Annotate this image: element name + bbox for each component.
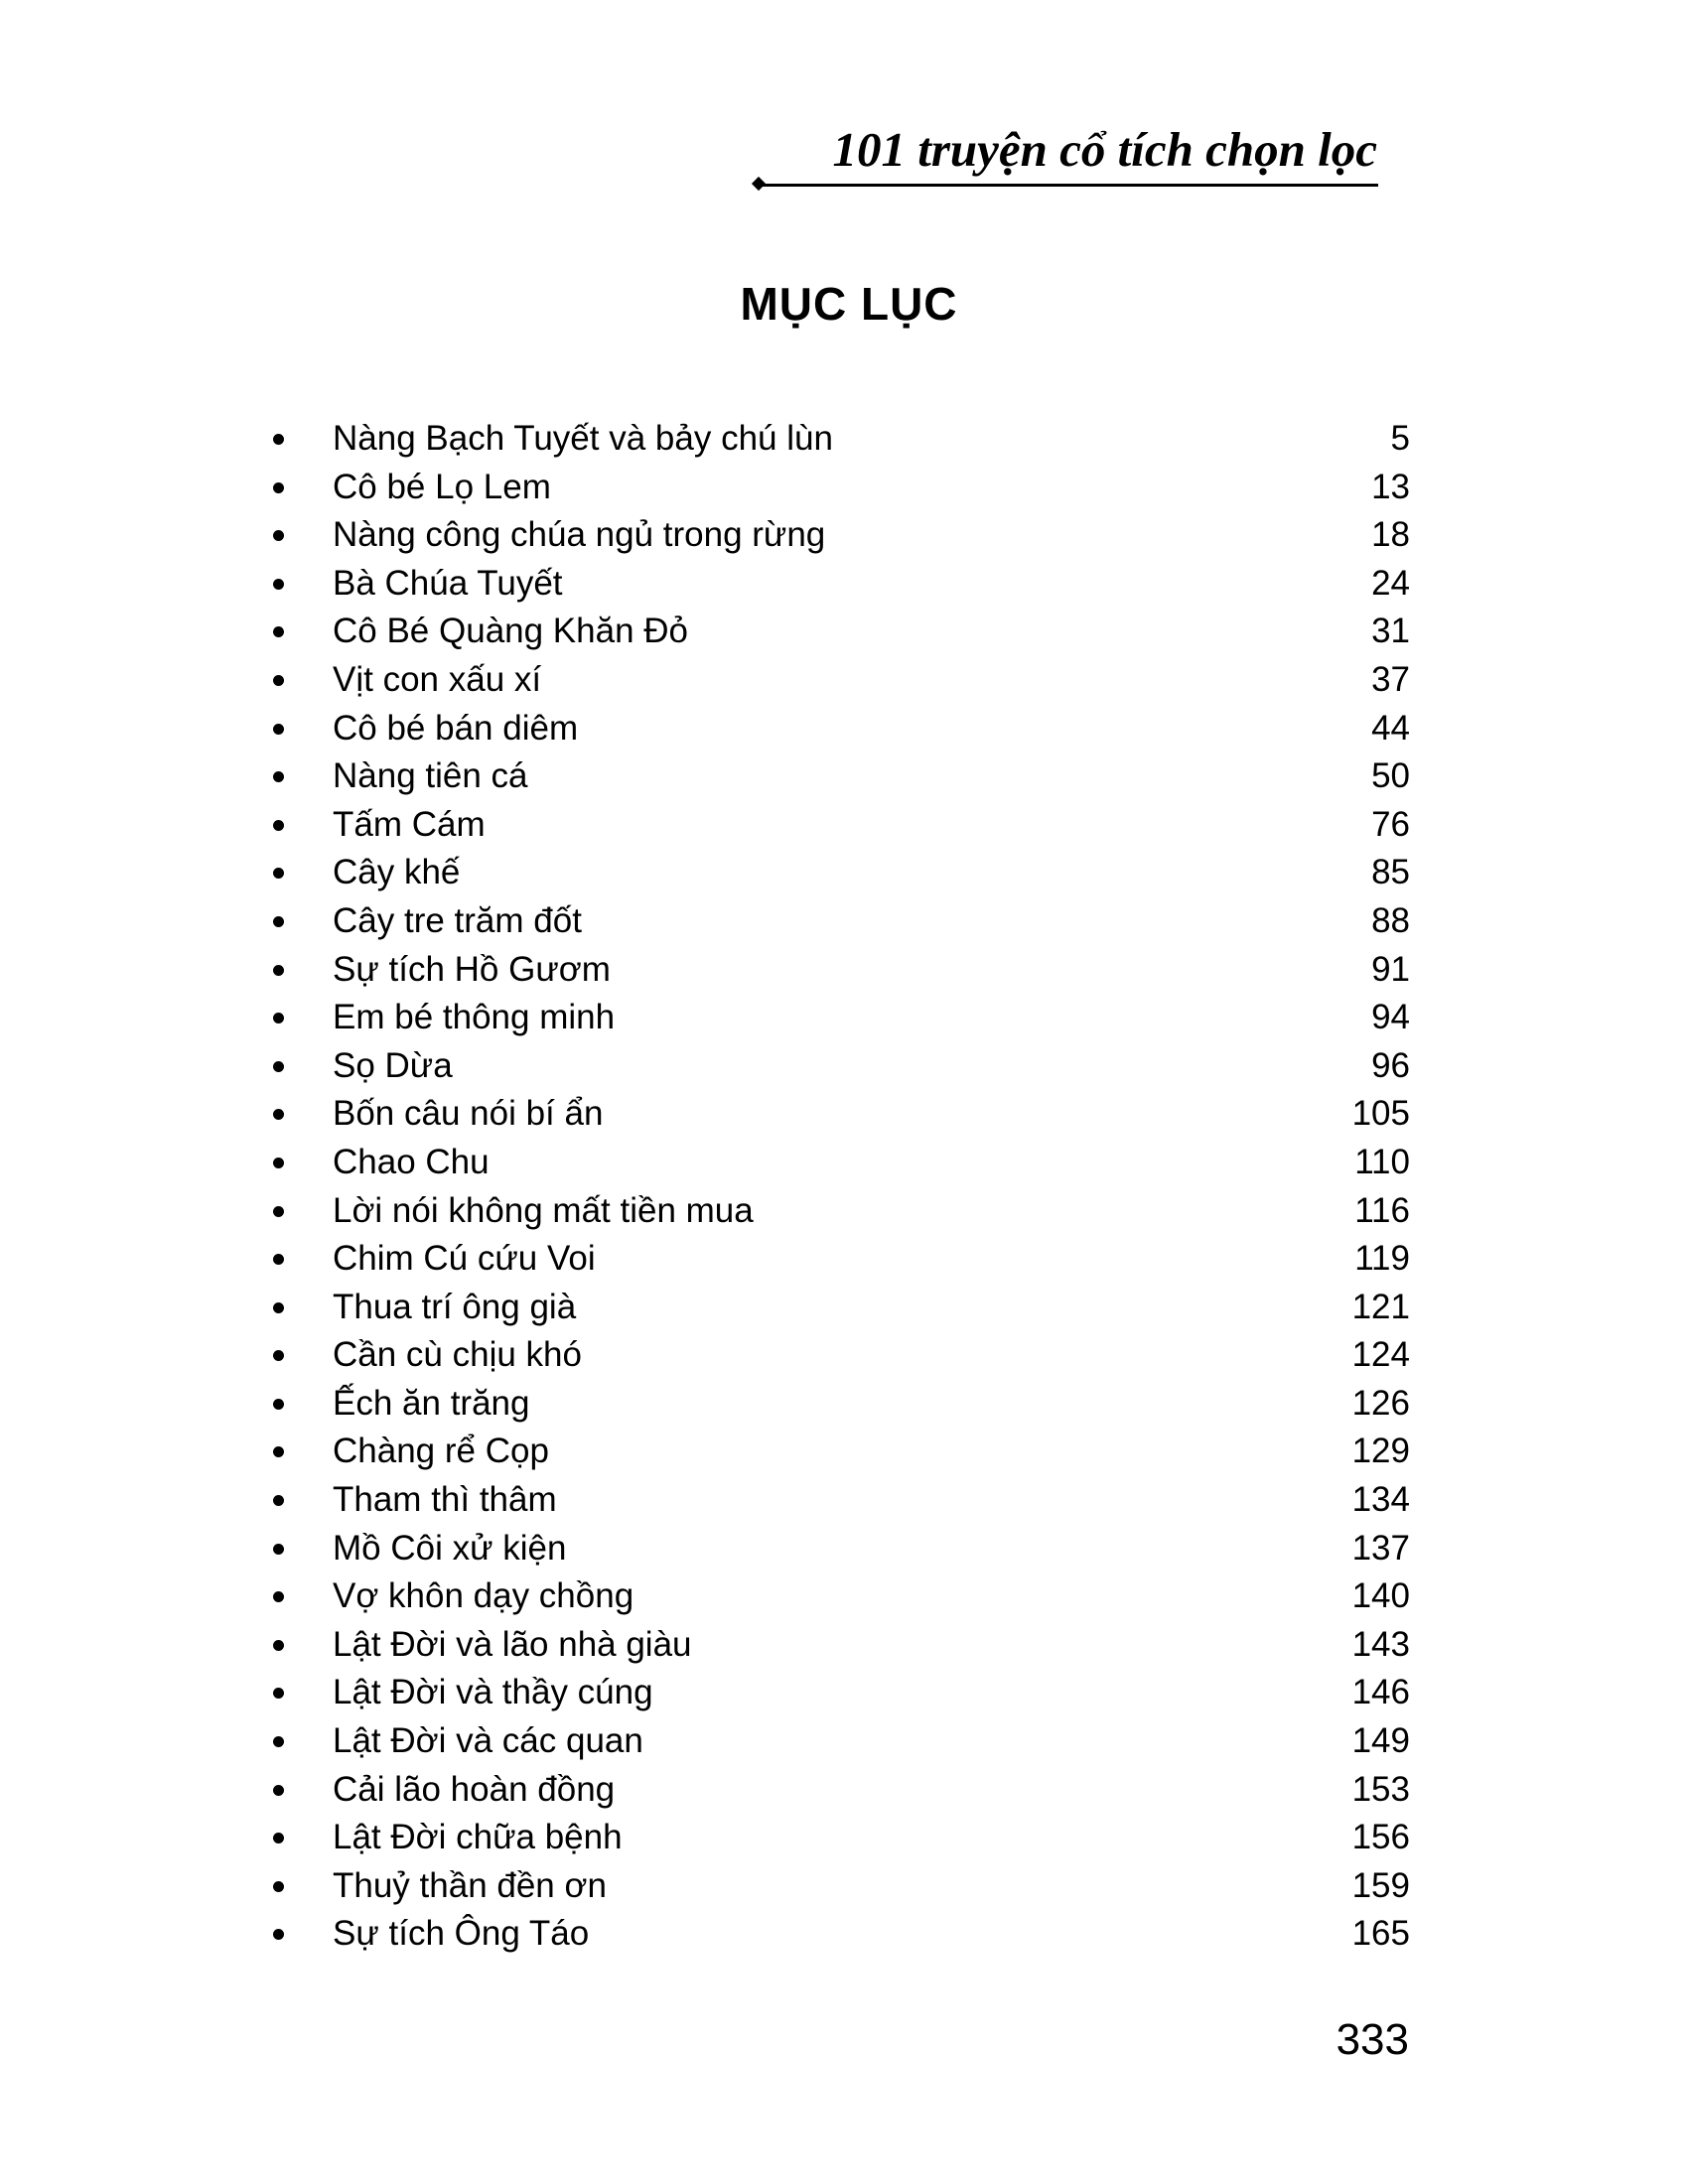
toc-entry [268,1476,1410,1525]
toc-entry-title: Cô bé Lọ Lem [333,467,551,506]
bullet-icon [273,530,284,541]
toc-entry [268,1428,1410,1476]
toc-entry [268,656,1410,705]
toc-entry-page: 129 [1351,1432,1410,1471]
bullet-icon [273,1206,284,1217]
toc-entry-page: 165 [1351,1914,1410,1954]
bullet-icon [273,1688,284,1699]
toc-entry [268,464,1410,512]
header-rule [761,184,1378,187]
toc-entry-page: 124 [1351,1335,1410,1375]
bullet-icon [273,1640,284,1651]
toc-entry [268,1331,1410,1380]
toc-entry-page: 44 [1371,708,1410,748]
toc-entry-title: Lật Đời chữa bệnh [333,1818,623,1857]
bullet-icon [273,482,284,493]
bullet-icon [273,1302,284,1313]
toc-entry [268,415,1410,464]
toc-entry-title: Thuỷ thần đền ơn [333,1865,607,1905]
toc-entry-title: Tấm Cám [333,804,486,844]
toc-entry-title: Nàng công chúa ngủ trong rừng [333,515,826,555]
toc-entry-title: Cần cù chịu khó [333,1335,582,1375]
toc-entry [268,1621,1410,1670]
bullet-icon [273,724,284,735]
bullet-icon [273,1544,284,1555]
bullet-icon [273,771,284,782]
bullet-icon [273,916,284,927]
toc-entry-page: 110 [1354,1142,1410,1181]
toc-entry [268,897,1410,946]
toc-entry-page: 119 [1354,1239,1410,1279]
toc-entry-page: 37 [1371,659,1410,699]
toc-entry [268,946,1410,995]
toc-entry-page: 13 [1371,467,1410,506]
toc-entry-page: 50 [1371,756,1410,796]
toc-entry [268,1284,1410,1332]
toc-entry-title: Cô bé bán diêm [333,708,579,748]
bullet-icon [273,1158,284,1168]
toc-entry-title: Sự tích Hồ Gươm [333,949,611,989]
toc-entry-page: 121 [1351,1287,1410,1326]
toc-entry-title: Nàng Bạch Tuyết và bảy chú lùn [333,419,833,458]
toc-entry-title: Em bé thông minh [333,998,616,1037]
toc-entry [268,705,1410,753]
bullet-icon [273,675,284,686]
toc-entry-page: 140 [1351,1576,1410,1616]
toc-entry-title: Cô Bé Quàng Khăn Đỏ [333,612,689,651]
bullet-icon [273,1833,284,1843]
running-header-title: 101 truyện cổ tích chọn lọc [832,122,1377,177]
toc-entry-page: 5 [1390,419,1410,458]
toc-entry [268,1862,1410,1911]
toc-entry-page: 146 [1351,1673,1410,1712]
toc-entry-page: 24 [1371,563,1410,603]
toc-entry-title: Vịt con xấu xí [333,659,542,699]
toc-entry [268,1572,1410,1621]
toc-entry [268,1090,1410,1139]
toc-entry-page: 137 [1351,1528,1410,1568]
toc-entry [268,1187,1410,1236]
toc-entry-page: 134 [1351,1480,1410,1520]
bullet-icon [273,1013,284,1024]
toc-entry-page: 31 [1371,612,1410,651]
toc-entry-page: 126 [1351,1383,1410,1423]
bullet-icon [273,1495,284,1506]
bullet-icon [273,1785,284,1796]
toc-entry-title: Chim Cú cứu Voi [333,1239,596,1279]
toc-entry-title: Bốn câu nói bí ẩn [333,1094,604,1134]
bullet-icon [273,1881,284,1892]
toc-entry-page: 18 [1371,515,1410,555]
bullet-icon [273,434,284,445]
toc-entry-page: 76 [1371,804,1410,844]
toc-entry-title: Lời nói không mất tiền mua [333,1190,754,1230]
toc-entry-title: Ếch ăn trăng [333,1383,530,1423]
toc-entry [268,849,1410,897]
bullet-icon [273,820,284,831]
toc-entry-title: Cây tre trăm đốt [333,900,582,940]
toc-entry-page: 116 [1354,1190,1410,1230]
toc-entry [268,1042,1410,1091]
toc-entry [268,1717,1410,1766]
toc-entry-title: Tham thì thâm [333,1480,557,1520]
toc-entry [268,1525,1410,1573]
bullet-icon [273,1254,284,1265]
toc-entry-title: Sọ Dừa [333,1045,453,1085]
toc-entry-title: Lật Đời và lão nhà giàu [333,1624,692,1664]
toc-entry-page: 153 [1351,1769,1410,1809]
bullet-icon [273,1446,284,1457]
bullet-icon [273,1061,284,1072]
page-number: 333 [1336,2015,1409,2064]
toc-entry-page: 85 [1371,853,1410,892]
toc-entry-page: 159 [1351,1865,1410,1905]
toc-entry-page: 94 [1371,998,1410,1037]
bullet-icon [273,1350,284,1361]
toc-entry-page: 88 [1371,900,1410,940]
bullet-icon [273,1736,284,1747]
toc-entry [268,1910,1410,1959]
table-of-contents [268,415,1410,1959]
bullet-icon [273,626,284,637]
bullet-icon [273,579,284,590]
toc-entry [268,994,1410,1042]
toc-entry [268,511,1410,560]
toc-entry-page: 105 [1351,1094,1410,1134]
toc-entry [268,1139,1410,1187]
toc-entry-page: 156 [1351,1818,1410,1857]
toc-entry-title: Cây khế [333,853,461,892]
toc-entry-title: Lật Đời và các quan [333,1721,643,1761]
toc-entry-title: Chàng rể Cọp [333,1432,549,1471]
toc-entry [268,1766,1410,1815]
toc-entry [268,1814,1410,1862]
toc-entry-page: 149 [1351,1721,1410,1761]
toc-entry [268,1380,1410,1429]
toc-entry-title: Sự tích Ông Táo [333,1914,590,1954]
toc-entry-title: Vợ khôn dạy chồng [333,1576,634,1616]
toc-entry-title: Lật Đời và thầy cúng [333,1673,653,1712]
toc-entry-page: 91 [1371,949,1410,989]
bullet-icon [273,1109,284,1120]
toc-entry-title: Cải lão hoàn đồng [333,1769,616,1809]
toc-entry [268,1235,1410,1284]
toc-entry [268,560,1410,609]
toc-entry-title: Mồ Côi xử kiện [333,1528,567,1568]
toc-entry-title: Nàng tiên cá [333,756,528,796]
toc-entry [268,801,1410,850]
toc-entry-title: Bà Chúa Tuyết [333,563,563,603]
toc-entry [268,752,1410,801]
toc-entry-title: Chao Chu [333,1142,490,1181]
toc-entry [268,1669,1410,1717]
bullet-icon [273,1399,284,1410]
page-title: MỤC LỤC [740,278,958,330]
bullet-icon [273,1591,284,1602]
bullet-icon [273,965,284,976]
toc-entry-page: 143 [1351,1624,1410,1664]
bullet-icon [273,1929,284,1940]
toc-entry-title: Thua trí ông già [333,1287,577,1326]
toc-entry [268,608,1410,656]
toc-entry-page: 96 [1371,1045,1410,1085]
bullet-icon [273,868,284,879]
